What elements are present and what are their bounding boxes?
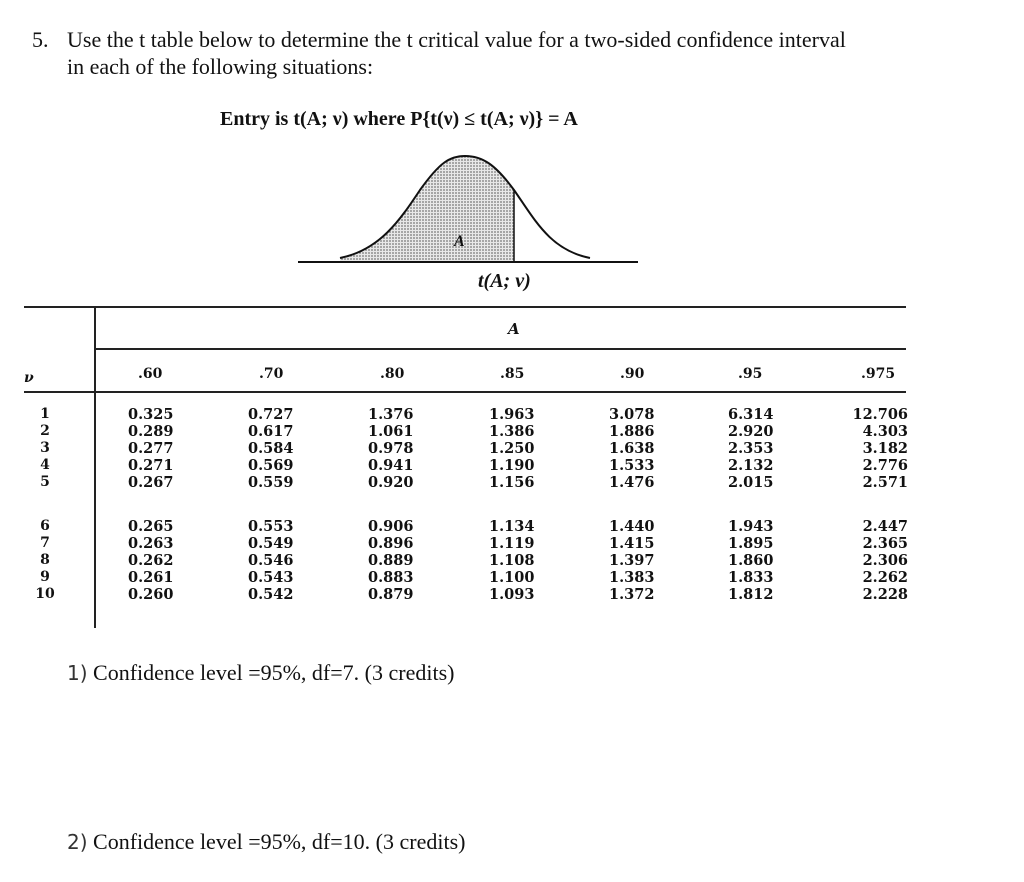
table-cell: 0.569	[248, 457, 294, 474]
table-cell: 2.353	[728, 440, 774, 457]
table-cell: 0.265	[128, 518, 174, 535]
table-cell: 0.906	[368, 518, 414, 535]
table-cell: 1.156	[489, 474, 535, 491]
table-cell: 2.262	[862, 569, 908, 586]
table-header-rule	[94, 348, 906, 350]
table-caption: Entry is t(A; ν) where P{t(ν) ≤ t(A; ν)} = A	[220, 108, 578, 130]
value-column	[728, 518, 773, 603]
table-cell: 1.134	[489, 518, 535, 535]
table-cell: 1.963	[489, 406, 535, 423]
value-column	[128, 406, 173, 491]
table-cell: 0.941	[368, 457, 414, 474]
table-cell: 1.372	[609, 586, 655, 603]
table-cell: 0.271	[128, 457, 174, 474]
table-cell: 0.261	[128, 569, 174, 586]
column-group-label: A	[508, 320, 520, 338]
table-cell: 1.397	[609, 552, 655, 569]
table-cell: 4.303	[862, 423, 908, 440]
question-text-line-1: Use the t table below to determine the t critical value for a two-sided confidence interval	[67, 27, 846, 52]
table-cell: 1.415	[609, 535, 655, 552]
table-cell: 0.325	[128, 406, 174, 423]
value-column	[248, 406, 293, 491]
value-column	[609, 406, 654, 491]
value-column	[368, 518, 413, 603]
df-value: 5	[40, 474, 50, 490]
column-header: .90	[620, 366, 645, 382]
table-cell: 2.776	[862, 457, 908, 474]
value-column	[489, 406, 534, 491]
table-cell: 1.638	[609, 440, 655, 457]
df-value: 1	[40, 406, 50, 422]
df-header: ν	[24, 370, 34, 386]
value-column	[248, 518, 293, 603]
table-cell: 0.277	[128, 440, 174, 457]
table-subheader-rule	[24, 391, 906, 393]
column-header: .95	[738, 366, 763, 382]
df-value: 8	[40, 552, 50, 568]
table-cell: 1.440	[609, 518, 655, 535]
table-cell: 0.883	[368, 569, 414, 586]
table-cell: 1.061	[368, 423, 414, 440]
value-column	[609, 518, 654, 603]
column-header: .70	[259, 366, 284, 382]
table-cell: 1.100	[489, 569, 535, 586]
column-header: .80	[380, 366, 405, 382]
table-cell: 1.386	[489, 423, 535, 440]
value-column	[368, 406, 413, 491]
table-cell: 1.383	[609, 569, 655, 586]
table-top-rule	[24, 306, 906, 308]
table-cell: 0.889	[368, 552, 414, 569]
part-number: 1)	[67, 661, 88, 685]
table-cell: 2.228	[862, 586, 908, 603]
table-cell: 0.549	[248, 535, 294, 552]
table-cell: 0.978	[368, 440, 414, 457]
t-distribution-figure	[290, 150, 650, 270]
table-cell: 1.250	[489, 440, 535, 457]
table-cell: 1.833	[728, 569, 774, 586]
table-cell: 0.584	[248, 440, 294, 457]
df-value: 10	[35, 586, 55, 602]
df-value: 4	[40, 457, 50, 473]
value-column	[489, 518, 534, 603]
df-value: 9	[40, 569, 50, 585]
shaded-area-label: A	[454, 233, 465, 250]
table-cell: 0.267	[128, 474, 174, 491]
table-cell: 1.119	[489, 535, 535, 552]
table-cell: 0.920	[368, 474, 414, 491]
table-cell: 0.553	[248, 518, 294, 535]
df-column-block-1	[30, 406, 60, 491]
table-cell: 3.078	[609, 406, 655, 423]
table-cell: 1.190	[489, 457, 535, 474]
table-cell: 0.262	[128, 552, 174, 569]
question-text-line-2: in each of the following situations:	[67, 54, 374, 79]
column-header: .975	[861, 366, 896, 382]
part-text: Confidence level =95%, df=7. (3 credits)	[93, 660, 455, 685]
table-cell: 1.533	[609, 457, 655, 474]
table-cell: 1.860	[728, 552, 774, 569]
table-cell: 2.132	[728, 457, 774, 474]
table-cell: 0.542	[248, 586, 294, 603]
table-cell: 6.314	[728, 406, 774, 423]
df-value: 7	[40, 535, 50, 551]
table-cell: 1.812	[728, 586, 774, 603]
shaded-area	[340, 156, 514, 262]
table-cell: 0.896	[368, 535, 414, 552]
table-cell: 0.546	[248, 552, 294, 569]
table-cell: 2.365	[862, 535, 908, 552]
column-header: .60	[138, 366, 163, 382]
value-column	[128, 518, 173, 603]
table-cell: 1.895	[728, 535, 774, 552]
table-cell: 0.559	[248, 474, 294, 491]
table-cell: 2.571	[862, 474, 908, 491]
table-cell: 3.182	[862, 440, 908, 457]
part-2	[67, 829, 465, 855]
df-value: 6	[40, 518, 50, 534]
table-cell: 1.376	[368, 406, 414, 423]
table-cell: 2.447	[862, 518, 908, 535]
table-cell: 0.263	[128, 535, 174, 552]
part-text: Confidence level =95%, df=10. (3 credits)	[93, 829, 466, 854]
table-cell: 0.879	[368, 586, 414, 603]
table-cell: 1.108	[489, 552, 535, 569]
table-cell: 1.093	[489, 586, 535, 603]
df-value: 3	[40, 440, 50, 456]
question-number: 5.	[32, 27, 49, 52]
column-header: .85	[500, 366, 525, 382]
value-column	[836, 406, 908, 491]
df-value: 2	[40, 423, 50, 439]
table-cell: 1.476	[609, 474, 655, 491]
table-cell: 2.920	[728, 423, 774, 440]
table-cell: 0.543	[248, 569, 294, 586]
part-1	[67, 660, 454, 686]
table-cell: 1.886	[609, 423, 655, 440]
table-cell: 1.943	[728, 518, 774, 535]
table-cell: 0.727	[248, 406, 294, 423]
table-cell: 12.706	[852, 406, 908, 423]
critical-value-label: t(A; ν)	[478, 270, 531, 292]
df-column-block-2	[30, 518, 60, 603]
table-cell: 2.306	[862, 552, 908, 569]
table-cell: 0.617	[248, 423, 294, 440]
value-column	[836, 518, 908, 603]
value-column	[728, 406, 773, 491]
table-cell: 0.289	[128, 423, 174, 440]
table-cell: 2.015	[728, 474, 774, 491]
part-number: 2)	[67, 830, 88, 854]
table-vertical-rule	[94, 308, 96, 628]
table-cell: 0.260	[128, 586, 174, 603]
